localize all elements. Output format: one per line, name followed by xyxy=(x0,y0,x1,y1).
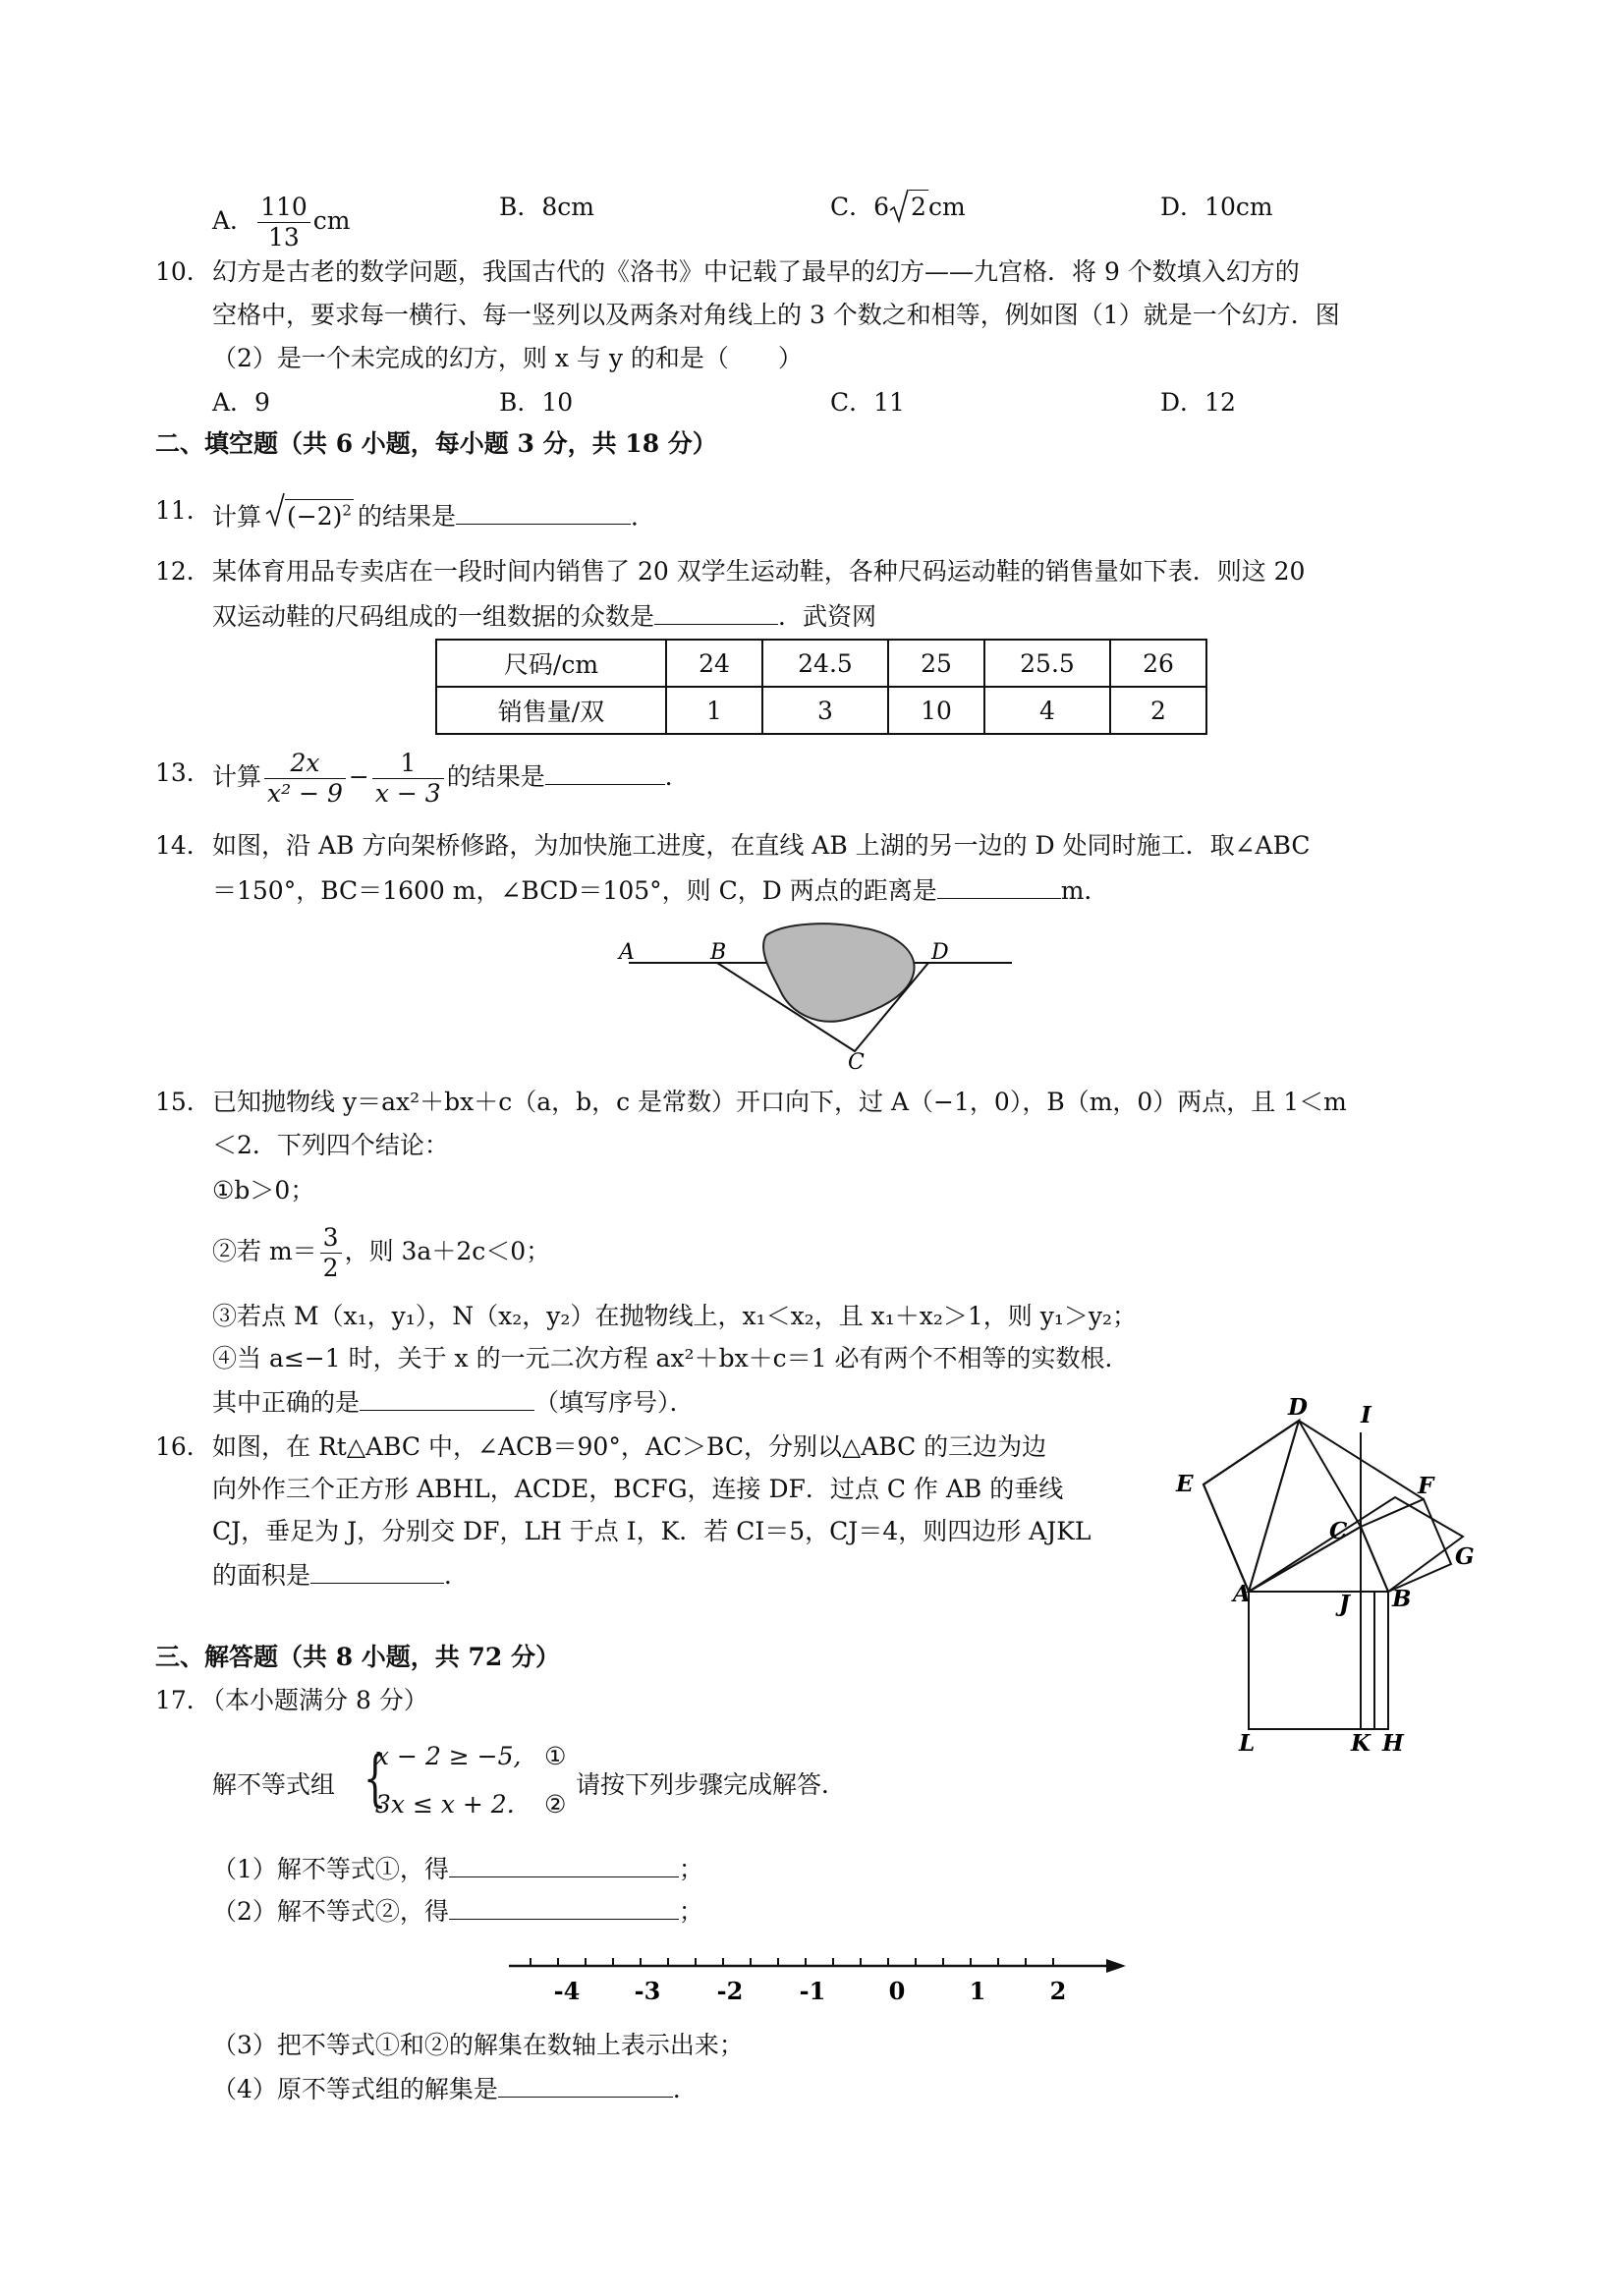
q17-step-1-blank[interactable] xyxy=(449,1853,679,1877)
table-row xyxy=(436,640,1206,687)
section-3-heading: 三、解答题（共 8 小题，共 72 分） xyxy=(155,1643,561,1671)
q15-line-1: 已知抛物线 y＝ax²＋bx＋c（a，b，c 是常数）开口向下，过 A（−1，0），B（m，0）两点，且 1＜m xyxy=(212,1088,1347,1116)
tick-label: -3 xyxy=(634,1977,661,2005)
q10-option-c: C．11 xyxy=(830,388,905,417)
q15-answer-blank[interactable] xyxy=(360,1386,534,1411)
q15-number: 15． xyxy=(155,1088,211,1116)
q15-conclusion-2: ②若 m＝ $\frac{3}{2}$ ，则 3a＋2c＜0； xyxy=(212,1223,551,1282)
table-cell: 24.5 xyxy=(762,640,888,687)
q14-answer-blank[interactable] xyxy=(937,874,1061,899)
table-cell: 4 xyxy=(984,687,1110,734)
q16-line-1: 如图，在 Rt△ABC 中，∠ACB＝90°，AC＞BC，分别以△ABC 的三边为边 xyxy=(212,1432,1047,1461)
q10-option-b: B．10 xyxy=(499,388,574,417)
q10-line-2: 空格中，要求每一横行、每一竖列以及两条对角线上的 3 个数之和相等，例如图（1）就是一个幻方．图 xyxy=(212,301,1340,329)
q13-answer-blank[interactable] xyxy=(545,760,665,785)
q13-text: 计算 $\frac{2x}{\text{x² − 9}}$ − $\frac{1}{x - 3}$ 的结果是 ． xyxy=(212,749,690,808)
number-line-arrow xyxy=(1106,1959,1126,1973)
inequality-2-mark: ② xyxy=(544,1790,567,1819)
q17-step-4-blank[interactable] xyxy=(498,2073,673,2098)
q14-line-2: ＝150°，BC＝1600 m，∠BCD＝105°，则 C，D 两点的距离是 m． xyxy=(212,876,1109,905)
q17-prompt-start: 解不等式组 xyxy=(212,1770,336,1799)
q16-number: 16． xyxy=(155,1432,211,1461)
q15-answer-line: 其中正确的是 （填写序号）． xyxy=(212,1388,695,1417)
q15-conclusion-1: ①b＞0； xyxy=(212,1176,315,1204)
q12-line-2: 双运动鞋的尺码组成的一组数据的众数是 ．武资网 xyxy=(212,602,877,631)
q9-option-b: B．8cm xyxy=(499,193,594,221)
q15-line-2: ＜2．下列四个结论： xyxy=(212,1131,449,1159)
section-2-heading: 二、填空题（共 6 小题，每小题 3 分，共 18 分） xyxy=(155,429,717,458)
tick-label: -1 xyxy=(799,1977,826,2005)
q17-number: 17． xyxy=(155,1686,211,1714)
q10-line-1: 幻方是古老的数学问题，我国古代的《洛书》中记载了最早的幻方——九宫格．将 9 个数填入幻方的 xyxy=(212,257,1300,286)
label-l: L xyxy=(1239,1730,1256,1757)
inequality-1-mark: ① xyxy=(544,1742,567,1770)
label-j: J xyxy=(1339,1591,1350,1617)
label-a: A xyxy=(1233,1581,1251,1607)
q16-answer-blank[interactable] xyxy=(310,1559,444,1584)
q17-step-4: （4）原不等式组的解集是 ． xyxy=(212,2075,698,2103)
sqrt-symbol: $(-2)^2$ xyxy=(265,496,354,532)
tick-label: 0 xyxy=(888,1977,906,2005)
q17-step-1: （1）解不等式①，得 ； xyxy=(212,1855,703,1883)
label-d: D xyxy=(1288,1395,1308,1421)
q17-step-2: （2）解不等式②，得 ； xyxy=(212,1897,703,1926)
table-cell: 10 xyxy=(888,687,984,734)
square-acde xyxy=(1203,1421,1299,1592)
table-cell: 26 xyxy=(1110,640,1206,687)
q17-prompt-end: 请按下列步骤完成解答． xyxy=(576,1770,847,1799)
q9-option-a: A． $\frac{110}{13}$ cm xyxy=(212,193,351,252)
label-a: A xyxy=(619,940,635,965)
label-c: C xyxy=(1329,1518,1348,1544)
square-bcfg-part xyxy=(1249,1497,1463,1592)
tick-label: -2 xyxy=(716,1977,744,2005)
inequality-2: 3x ≤ x + 2. xyxy=(375,1790,515,1819)
q11-number: 11． xyxy=(155,496,211,525)
q10-number: 10． xyxy=(155,257,211,286)
q16-line-4: 的面积是 ． xyxy=(212,1561,470,1590)
label-f: F xyxy=(1418,1473,1434,1499)
square-abhl xyxy=(1249,1592,1388,1729)
table-cell: 25.5 xyxy=(984,640,1110,687)
label-h: H xyxy=(1382,1730,1404,1757)
q11-text: 计算 $(-2)^2$ 的结果是 ． xyxy=(212,496,655,532)
system-brace: { xyxy=(363,1742,387,1814)
q12-answer-blank[interactable] xyxy=(654,600,778,625)
square-acde-part xyxy=(1203,1421,1299,1592)
q14-line-1: 如图，沿 AB 方向架桥修路，为加快施工进度，在直线 AB 上湖的另一边的 D 处同时施工．取∠ABC xyxy=(212,831,1311,860)
table-cell: 3 xyxy=(762,687,888,734)
q9-option-d: D．10cm xyxy=(1160,193,1273,221)
q15-conclusion-3: ③若点 M（x₁，y₁），N（x₂，y₂）在抛物线上，x₁＜x₂，且 x₁＋x₂＞1，则 y₁＞y₂； xyxy=(212,1302,1138,1330)
q10-option-d: D．12 xyxy=(1160,388,1236,417)
q16-line-3: CJ，垂足为 J，分别交 DF，LH 于点 I，K．若 CI＝5，CJ＝4，则四边形 AJKL xyxy=(212,1517,1091,1545)
q17-score: （本小题满分 8 分） xyxy=(200,1686,428,1714)
squares-figure xyxy=(1164,1395,1488,1759)
q13-number: 13． xyxy=(155,758,211,787)
q13-fraction-1: $\frac{2x}{\text{x² − 9}}$ xyxy=(264,749,346,809)
label-c: C xyxy=(848,1050,865,1071)
table-cell: 1 xyxy=(666,687,762,734)
table-cell: 24 xyxy=(666,640,762,687)
q10-option-a: A．9 xyxy=(212,388,270,417)
tick-label: 2 xyxy=(1049,1977,1067,2005)
q9-option-a-fraction: $\frac{110}{13}$ xyxy=(257,193,310,252)
lake-bridge-figure xyxy=(609,914,1022,1071)
table-row xyxy=(436,687,1206,734)
q16-line-2: 向外作三个正方形 ABHL，ACDE，BCFG，连接 DF．过点 C 作 AB 的垂线 xyxy=(212,1475,1064,1503)
q12-line-1: 某体育用品专卖店在一段时间内销售了 20 双学生运动鞋，各种尺码运动鞋的销售量如下表．则这 20 xyxy=(212,557,1306,586)
tick-label: -4 xyxy=(553,1977,581,2005)
table-header-cell: 销售量/双 xyxy=(436,687,666,734)
label-d: D xyxy=(931,940,949,965)
shoe-size-table xyxy=(435,639,1207,735)
label-b: B xyxy=(710,940,727,965)
label-i: I xyxy=(1361,1402,1371,1428)
table-header-cell: 尺码/cm xyxy=(436,640,666,687)
q11-answer-blank[interactable] xyxy=(456,500,631,525)
tick-label: 1 xyxy=(969,1977,986,2005)
q14-number: 14． xyxy=(155,831,211,860)
q17-step-2-blank[interactable] xyxy=(449,1895,679,1920)
table-cell: 2 xyxy=(1110,687,1206,734)
q12-number: 12． xyxy=(155,557,211,586)
sqrt-symbol: 2 xyxy=(889,193,928,222)
triangle-dce xyxy=(1203,1421,1361,1592)
q9-option-c: C．6 2cm xyxy=(830,193,966,222)
q15-fraction: $\frac{3}{2}$ xyxy=(320,1223,342,1283)
q17-step-3: （3）把不等式①和②的解集在数轴上表示出来； xyxy=(212,2031,744,2059)
label-k: K xyxy=(1351,1730,1371,1757)
inequality-1: x − 2 ≥ −5, xyxy=(375,1742,522,1770)
q15-conclusion-4: ④当 a≤−1 时，关于 x 的一元二次方程 ax²＋bx＋c＝1 必有两个不相等的实数根． xyxy=(212,1344,1130,1372)
q13-fraction-2: $\frac{1}{x - 3}$ xyxy=(372,749,444,809)
label-b: B xyxy=(1392,1586,1412,1612)
q10-line-3: （2）是一个未完成的幻方，则 x 与 y 的和是（ ） xyxy=(212,344,803,372)
label-g: G xyxy=(1455,1543,1475,1570)
table-cell: 25 xyxy=(888,640,984,687)
number-line[interactable] xyxy=(501,1950,1130,2029)
label-e: E xyxy=(1176,1471,1194,1497)
